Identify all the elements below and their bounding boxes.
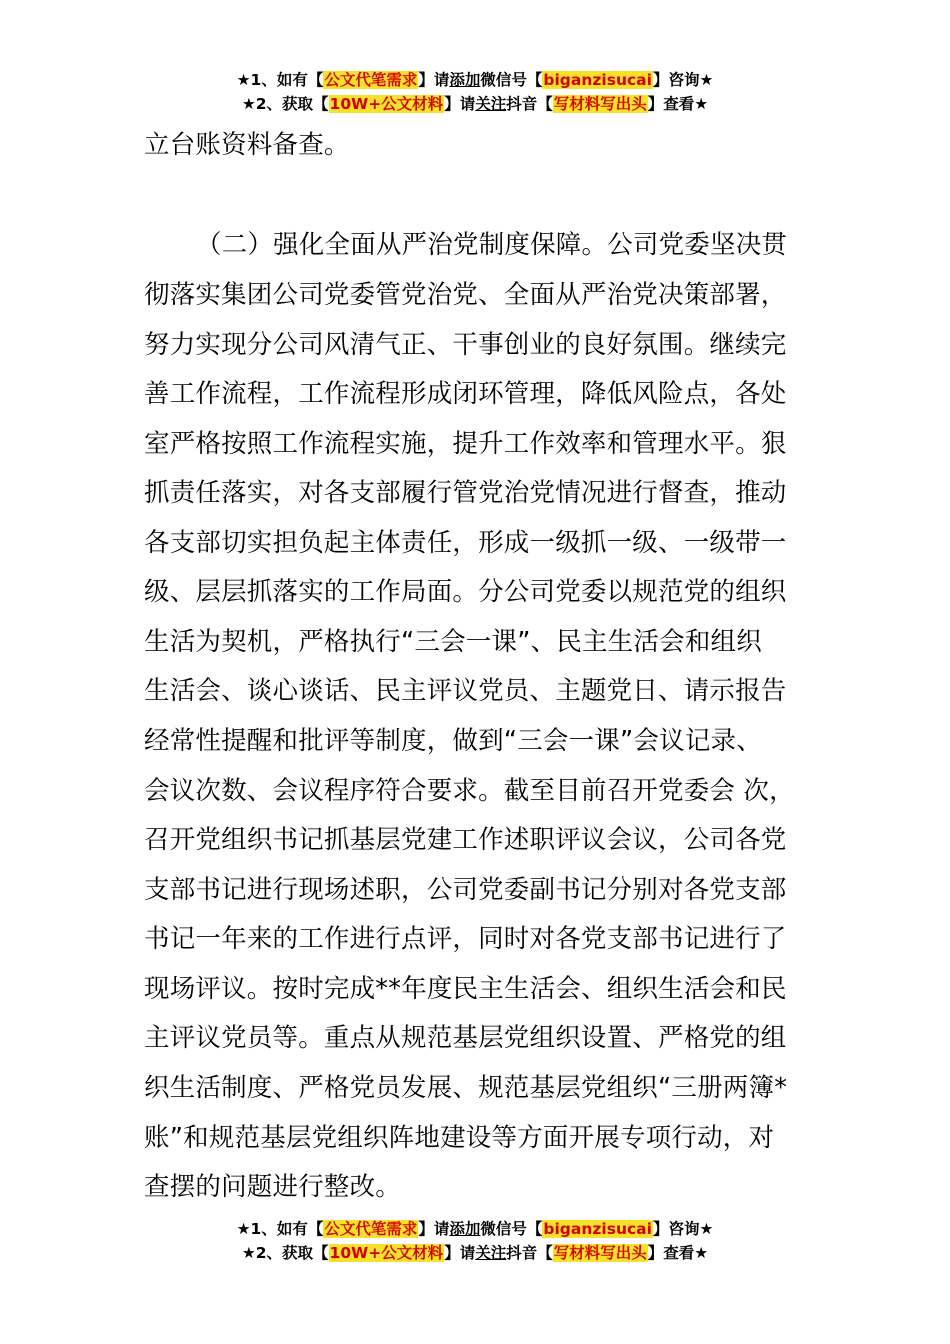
paragraph-line: 账”和规范基层党组织阵地建设等方面开展专项行动，对 bbox=[144, 1123, 775, 1153]
banner-text: ★2、获取【 bbox=[241, 95, 329, 113]
banner-text: 】查看★ bbox=[647, 1244, 709, 1262]
banner-text: 微信号【 bbox=[480, 71, 543, 89]
highlight-service: 公文代笔需求 bbox=[324, 1220, 418, 1238]
paragraph-line: 召开党组织书记抓基层党建工作述职评议会议，公司各党 bbox=[144, 825, 787, 855]
banner-text: 】咨询★ bbox=[652, 71, 714, 89]
highlight-materials: 10W+公文材料 bbox=[329, 1244, 444, 1262]
highlight-wechat-id: biganzisucai bbox=[543, 71, 652, 89]
paragraph-line: 级、层层抓落实的工作局面。分公司党委以规范党的组织 bbox=[144, 577, 787, 607]
underlined-text: 关注 bbox=[475, 1244, 507, 1262]
underlined-text: 关注 bbox=[475, 95, 507, 113]
banner-text: 】请 bbox=[444, 1244, 476, 1262]
paragraph-line: 善工作流程，工作流程形成闭环管理，降低风险点，各处 bbox=[144, 379, 787, 409]
header-line-1 bbox=[0, 68, 950, 92]
paragraph-line: 生活会、谈心谈话、民主评议党员、主题党日、请示报告 bbox=[144, 676, 787, 706]
paragraph-line: 主评议党员等。重点从规范基层党组织设置、严格党的组 bbox=[144, 1023, 787, 1053]
footer-banner bbox=[0, 1217, 950, 1265]
paragraph-line: 查摆的问题进行整改。 bbox=[144, 1172, 402, 1202]
highlight-douyin: 写材料写出头 bbox=[553, 1244, 647, 1262]
paragraph-line: 支部书记进行现场述职，公司党委副书记分别对各党支部 bbox=[144, 875, 787, 905]
underlined-text: 添加 bbox=[449, 1220, 481, 1238]
banner-text: 】查看★ bbox=[647, 95, 709, 113]
highlight-service: 公文代笔需求 bbox=[324, 71, 418, 89]
paragraph-line: 生活为契机，严格执行“三会一课”、民主生活会和组织 bbox=[144, 627, 762, 657]
banner-text: 】请 bbox=[418, 1220, 450, 1238]
paragraph-line: 会议次数、会议程序符合要求。截至目前召开党委会 次， bbox=[144, 776, 795, 806]
continuation-line: 立台账资料备查。 bbox=[144, 130, 350, 160]
paragraph-line: 经常性提醒和批评等制度，做到“三会一课”会议记录、 bbox=[144, 726, 762, 756]
paragraph-line: 织生活制度、严格党员发展、规范基层党组织“三册两簿* bbox=[144, 1073, 788, 1103]
highlight-douyin: 写材料写出头 bbox=[553, 95, 647, 113]
underlined-text: 添加 bbox=[449, 71, 481, 89]
highlight-wechat-id: biganzisucai bbox=[543, 1220, 652, 1238]
header-line-2 bbox=[0, 92, 950, 116]
paragraph-line: 彻落实集团公司党委管党治党、全面从严治党决策部署， bbox=[144, 280, 787, 310]
paragraph-line: 各支部切实担负起主体责任，形成一级抓一级、一级带一 bbox=[144, 528, 787, 558]
header-banner bbox=[0, 68, 950, 116]
banner-text: 】请 bbox=[444, 95, 476, 113]
banner-text: ★2、获取【 bbox=[241, 1244, 329, 1262]
banner-text: ★1、如有【 bbox=[236, 1220, 324, 1238]
paragraph-line: 书记一年来的工作进行点评，同时对各党支部书记进行了 bbox=[144, 924, 787, 954]
paragraph-line: 抓责任落实，对各支部履行管党治党情况进行督查，推动 bbox=[144, 478, 787, 508]
paragraph-line: （二）强化全面从严治党制度保障。公司党委坚决贯 bbox=[196, 230, 788, 260]
footer-line-1 bbox=[0, 1217, 950, 1241]
banner-text: 抖音【 bbox=[506, 1244, 553, 1262]
banner-text: 微信号【 bbox=[480, 1220, 543, 1238]
highlight-materials: 10W+公文材料 bbox=[329, 95, 444, 113]
banner-text: ★1、如有【 bbox=[236, 71, 324, 89]
banner-text: 抖音【 bbox=[506, 95, 553, 113]
paragraph-line: 现场评议。按时完成**年度民主生活会、组织生活会和民 bbox=[144, 974, 787, 1004]
paragraph-line: 室严格按照工作流程实施，提升工作效率和管理水平。狠 bbox=[144, 429, 787, 459]
banner-text: 】咨询★ bbox=[652, 1220, 714, 1238]
banner-text: 】请 bbox=[418, 71, 450, 89]
paragraph-line: 努力实现分公司风清气正、干事创业的良好氛围。继续完 bbox=[144, 330, 787, 360]
footer-line-2 bbox=[0, 1241, 950, 1265]
